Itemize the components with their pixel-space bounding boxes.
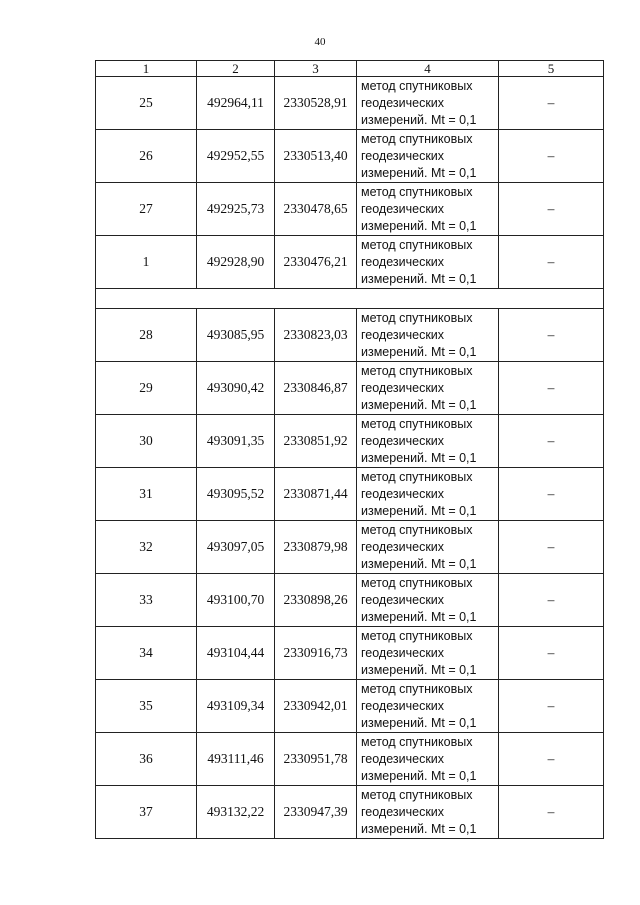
y-coordinate-cell: 2330851,92 xyxy=(275,415,357,468)
x-coordinate-cell: 492964,11 xyxy=(197,77,275,130)
y-coordinate-cell: 2330513,40 xyxy=(275,130,357,183)
y-coordinate-cell: 2330871,44 xyxy=(275,468,357,521)
method-line: измерений. Mt = 0,1 xyxy=(361,218,477,233)
point-number-cell: 26 xyxy=(96,130,197,183)
y-coordinate-cell: 2330528,91 xyxy=(275,77,357,130)
point-number-cell: 29 xyxy=(96,362,197,415)
y-coordinate-cell: 2330846,87 xyxy=(275,362,357,415)
x-coordinate-cell: 493132,22 xyxy=(197,786,275,839)
point-number-cell: 30 xyxy=(96,415,197,468)
table-row xyxy=(96,627,604,680)
note-cell: – xyxy=(499,521,604,574)
header-col-3: 3 xyxy=(275,61,357,77)
method-line: метод спутниковых xyxy=(361,184,473,199)
method-line: метод спутниковых xyxy=(361,575,473,590)
y-coordinate-cell: 2330898,26 xyxy=(275,574,357,627)
x-coordinate-cell: 492952,55 xyxy=(197,130,275,183)
header-col-1: 1 xyxy=(96,61,197,77)
note-cell: – xyxy=(499,680,604,733)
point-number-cell: 31 xyxy=(96,468,197,521)
method-cell xyxy=(357,130,499,183)
method-line: геодезических xyxy=(361,698,445,713)
table-row xyxy=(96,236,604,289)
method-line: геодезических xyxy=(361,645,445,660)
table-row xyxy=(96,680,604,733)
method-line: геодезических xyxy=(361,148,445,163)
x-coordinate-cell: 493111,46 xyxy=(197,733,275,786)
method-line: измерений. Mt = 0,1 xyxy=(361,165,477,180)
note-cell: – xyxy=(499,130,604,183)
page-number: 40 xyxy=(314,36,326,48)
method-line: метод спутниковых xyxy=(361,310,473,325)
method-line: геодезических xyxy=(361,95,445,110)
note-cell: – xyxy=(499,183,604,236)
method-cell xyxy=(357,574,499,627)
y-coordinate-cell: 2330476,21 xyxy=(275,236,357,289)
table-row xyxy=(96,362,604,415)
method-line: геодезических xyxy=(361,592,445,607)
x-coordinate-cell: 493085,95 xyxy=(197,309,275,362)
method-line: метод спутниковых xyxy=(361,237,473,252)
method-line: геодезических xyxy=(361,804,445,819)
method-line: метод спутниковых xyxy=(361,787,473,802)
note-cell: – xyxy=(499,309,604,362)
note-cell: – xyxy=(499,733,604,786)
method-cell xyxy=(357,521,499,574)
point-number-cell: 32 xyxy=(96,521,197,574)
table-row xyxy=(96,415,604,468)
x-coordinate-cell: 493091,35 xyxy=(197,415,275,468)
method-line: измерений. Mt = 0,1 xyxy=(361,503,477,518)
note-cell: – xyxy=(499,77,604,130)
method-cell xyxy=(357,415,499,468)
method-line: метод спутниковых xyxy=(361,363,473,378)
x-coordinate-cell: 492925,73 xyxy=(197,183,275,236)
note-cell: – xyxy=(499,786,604,839)
x-coordinate-cell: 493104,44 xyxy=(197,627,275,680)
method-line: геодезических xyxy=(361,201,445,216)
point-number-cell: 35 xyxy=(96,680,197,733)
point-number-cell: 28 xyxy=(96,309,197,362)
method-cell xyxy=(357,183,499,236)
method-line: метод спутниковых xyxy=(361,469,473,484)
table-row xyxy=(96,733,604,786)
method-line: измерений. Mt = 0,1 xyxy=(361,397,477,412)
table-row xyxy=(96,468,604,521)
table-row xyxy=(96,77,604,130)
point-number-cell: 36 xyxy=(96,733,197,786)
method-line: геодезических xyxy=(361,327,445,342)
point-number-cell: 34 xyxy=(96,627,197,680)
method-line: геодезических xyxy=(361,539,445,554)
method-line: метод спутниковых xyxy=(361,522,473,537)
note-cell: – xyxy=(499,362,604,415)
header-col-5: 5 xyxy=(499,61,604,77)
method-line: измерений. Mt = 0,1 xyxy=(361,768,477,783)
y-coordinate-cell: 2330951,78 xyxy=(275,733,357,786)
table-separator xyxy=(96,289,604,309)
method-line: метод спутниковых xyxy=(361,681,473,696)
x-coordinate-cell: 493095,52 xyxy=(197,468,275,521)
method-cell xyxy=(357,680,499,733)
note-cell: – xyxy=(499,415,604,468)
method-line: геодезических xyxy=(361,486,445,501)
method-line: измерений. Mt = 0,1 xyxy=(361,662,477,677)
point-number-cell: 25 xyxy=(96,77,197,130)
method-line: измерений. Mt = 0,1 xyxy=(361,271,477,286)
header-row xyxy=(96,61,604,77)
note-cell: – xyxy=(499,468,604,521)
x-coordinate-cell: 493109,34 xyxy=(197,680,275,733)
method-line: измерений. Mt = 0,1 xyxy=(361,112,477,127)
x-coordinate-cell: 493090,42 xyxy=(197,362,275,415)
y-coordinate-cell: 2330823,03 xyxy=(275,309,357,362)
method-line: измерений. Mt = 0,1 xyxy=(361,609,477,624)
method-cell xyxy=(357,733,499,786)
method-line: измерений. Mt = 0,1 xyxy=(361,450,477,465)
method-line: метод спутниковых xyxy=(361,734,473,749)
method-cell xyxy=(357,77,499,130)
method-line: измерений. Mt = 0,1 xyxy=(361,556,477,571)
separator-cell xyxy=(96,289,604,309)
method-cell xyxy=(357,786,499,839)
table-body-group-2 xyxy=(96,309,604,839)
separator-row xyxy=(96,289,604,309)
table-row xyxy=(96,521,604,574)
header-col-2: 2 xyxy=(197,61,275,77)
method-line: метод спутниковых xyxy=(361,416,473,431)
x-coordinate-cell: 492928,90 xyxy=(197,236,275,289)
method-cell xyxy=(357,362,499,415)
method-line: геодезических xyxy=(361,433,445,448)
y-coordinate-cell: 2330879,98 xyxy=(275,521,357,574)
y-coordinate-cell: 2330947,39 xyxy=(275,786,357,839)
point-number-cell: 27 xyxy=(96,183,197,236)
method-cell xyxy=(357,468,499,521)
point-number-cell: 33 xyxy=(96,574,197,627)
note-cell: – xyxy=(499,236,604,289)
method-line: метод спутниковых xyxy=(361,628,473,643)
method-line: измерений. Mt = 0,1 xyxy=(361,344,477,359)
header-col-4: 4 xyxy=(357,61,499,77)
y-coordinate-cell: 2330916,73 xyxy=(275,627,357,680)
method-cell xyxy=(357,236,499,289)
method-line: геодезических xyxy=(361,751,445,766)
method-line: измерений. Mt = 0,1 xyxy=(361,715,477,730)
table-row xyxy=(96,574,604,627)
table-row xyxy=(96,309,604,362)
table-row xyxy=(96,183,604,236)
method-line: метод спутниковых xyxy=(361,131,473,146)
table-row xyxy=(96,786,604,839)
note-cell: – xyxy=(499,574,604,627)
method-cell xyxy=(357,627,499,680)
y-coordinate-cell: 2330942,01 xyxy=(275,680,357,733)
note-cell: – xyxy=(499,627,604,680)
x-coordinate-cell: 493100,70 xyxy=(197,574,275,627)
method-cell xyxy=(357,309,499,362)
method-line: метод спутниковых xyxy=(361,78,473,93)
coordinates-table xyxy=(95,60,604,839)
method-line: геодезических xyxy=(361,254,445,269)
method-line: измерений. Mt = 0,1 xyxy=(361,821,477,836)
point-number-cell: 37 xyxy=(96,786,197,839)
x-coordinate-cell: 493097,05 xyxy=(197,521,275,574)
method-line: геодезических xyxy=(361,380,445,395)
point-number-cell: 1 xyxy=(96,236,197,289)
table-row xyxy=(96,130,604,183)
table-body-group-1 xyxy=(96,77,604,289)
y-coordinate-cell: 2330478,65 xyxy=(275,183,357,236)
